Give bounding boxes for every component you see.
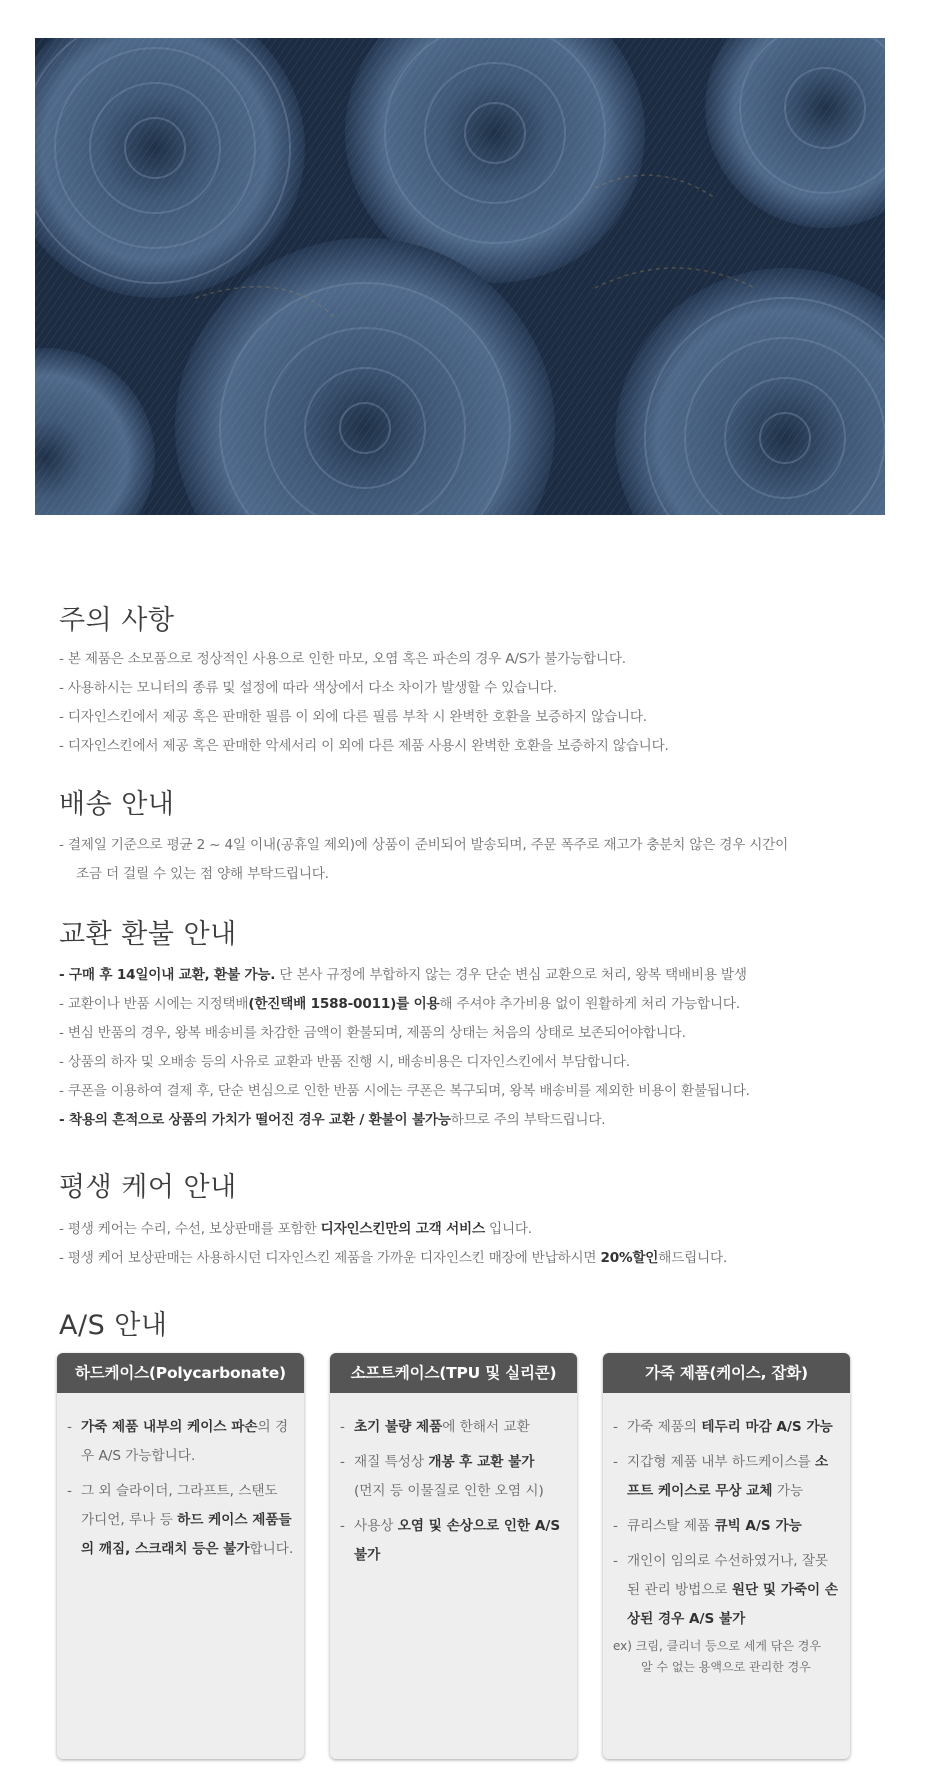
as-title: A/S 안내: [59, 1310, 168, 1341]
exchange-title: 교환 환불 안내: [59, 919, 237, 950]
care-title: 평생 케어 안내: [59, 1172, 237, 1203]
notice-line: - 디자인스킨에서 제공 혹은 판매한 악세서리 이 외에 다른 제품 사용시 완벽한 호환을 보증하지 않습니다.: [59, 738, 669, 754]
as-card-header: 하드케이스(Polycarbonate): [57, 1353, 304, 1393]
example-line: 알 수 없는 용액으로 관리한 경우: [641, 1660, 811, 1674]
hero-denim-image: [35, 38, 885, 515]
notice-line: - 본 제품은 소모품으로 정상적인 사용으로 인한 마모, 오염 혹은 파손의 경우 A/S가 불가능합니다.: [59, 651, 626, 667]
shipping-line-cont: 조금 더 걸릴 수 있는 점 양해 부탁드립니다.: [76, 866, 329, 882]
as-card-item: - 가죽 제품의 테두리 마감 A/S 가능: [613, 1413, 840, 1442]
exchange-line: - 착용의 흔적으로 상품의 가치가 떨어진 경우 교환 / 환불이 불가능하므로 주의 부탁드립니다.: [59, 1112, 606, 1128]
as-card-item: - 큐리스탈 제품 큐빅 A/S 가능: [613, 1512, 840, 1541]
as-card-item: - 초기 불량 제품에 한해서 교환: [340, 1413, 567, 1442]
as-card-body: [330, 1393, 577, 1570]
as-card-item: - 가죽 제품 내부의 케이스 파손의 경우 A/S 가능합니다.: [67, 1413, 294, 1471]
as-card-leather: [603, 1353, 850, 1759]
as-card-item: - 지갑형 제품 내부 하드케이스를 소프트 케이스로 무상 교체 가능: [613, 1448, 840, 1506]
as-card-item: - 사용상 오염 및 손상으로 인한 A/S 불가: [340, 1512, 567, 1570]
exchange-line: - 구매 후 14일이내 교환, 환불 가능. 단 본사 규정에 부합하지 않는 경우 단순 변심 교환으로 처리, 왕복 택배비용 발생: [59, 967, 747, 983]
as-card-hardcase: [57, 1353, 304, 1759]
as-card-example: [613, 1636, 840, 1678]
shipping-title: 배송 안내: [59, 789, 175, 820]
shipping-line: - 결제일 기준으로 평균 2 ~ 4일 이내(공휴일 제외)에 상품이 준비되어 발송되며, 주문 폭주로 재고가 충분치 않은 경우 시간이: [59, 837, 789, 853]
as-card-body: [57, 1393, 304, 1564]
as-card-softcase: [330, 1353, 577, 1759]
example-line: ex) 크림, 클리너 등으로 세게 닦은 경우: [613, 1639, 821, 1653]
as-card-header: 가죽 제품(케이스, 잡화): [603, 1353, 850, 1393]
exchange-line: - 교환이나 반품 시에는 지정택배(한진택배 1588-0011)를 이용해 주셔야 추가비용 없이 원활하게 처리 가능합니다.: [59, 996, 740, 1012]
as-card-body: [603, 1393, 850, 1678]
as-card-header: 소프트케이스(TPU 및 실리콘): [330, 1353, 577, 1393]
as-card-item: - 개인이 임의로 수선하였거나, 잘못된 관리 방법으로 원단 및 가죽이 손상된 경우 A/S 불가: [613, 1547, 840, 1634]
exchange-line: - 상품의 하자 및 오배송 등의 사유로 교환과 반품 진행 시, 배송비용은 디자인스킨에서 부담합니다.: [59, 1054, 630, 1070]
as-card-item: - 재질 특성상 개봉 후 교환 불가 (먼지 등 이물질로 인한 오염 시): [340, 1448, 567, 1506]
notice-line: - 사용하시는 모니터의 종류 및 설정에 따라 색상에서 다소 차이가 발생할 수 있습니다.: [59, 680, 557, 696]
exchange-line: - 쿠폰을 이용하여 결제 후, 단순 변심으로 인한 반품 시에는 쿠폰은 복구되며, 왕복 배송비를 제외한 비용이 환불됩니다.: [59, 1083, 750, 1099]
exchange-line: - 변심 반품의 경우, 왕복 배송비를 차감한 금액이 환불되며, 제품의 상태는 처음의 상태로 보존되어야합니다.: [59, 1025, 686, 1041]
notice-title: 주의 사항: [59, 605, 175, 636]
notice-line: - 디자인스킨에서 제공 혹은 판매한 필름 이 외에 다른 필름 부착 시 완벽한 호환을 보증하지 않습니다.: [59, 709, 647, 725]
denim-rolls-illustration: [35, 38, 885, 515]
care-line: - 평생 케어 보상판매는 사용하시던 디자인스킨 제품을 가까운 디자인스킨 매장에 반납하시면 20%할인해드립니다.: [59, 1250, 728, 1266]
as-card-item: - 그 외 슬라이더, 그라프트, 스탠도 가디언, 루나 등 하드 케이스 제품들의 깨짐, 스크래치 등은 불가합니다.: [67, 1477, 294, 1564]
care-line: - 평생 케어는 수리, 수선, 보상판매를 포함한 디자인스킨만의 고객 서비스 입니다.: [59, 1221, 532, 1237]
